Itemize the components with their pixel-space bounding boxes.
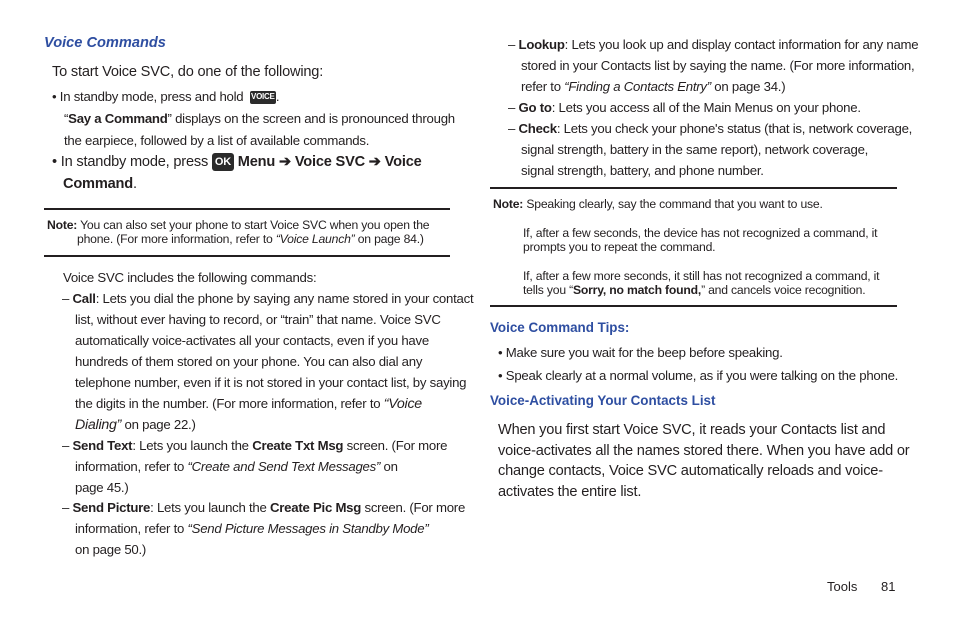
voice-activating-contacts-heading: Voice-Activating Your Contacts List	[490, 393, 716, 408]
send-picture-text-2a: information, refer to	[75, 521, 188, 536]
send-picture-command-line-3: on page 50.)	[75, 542, 147, 557]
dash: –	[62, 500, 70, 515]
send-picture-command-line-2	[75, 518, 428, 539]
send-picture-command-line-1	[62, 497, 465, 518]
note-text-3b: ” and cancels voice recognition.	[701, 283, 866, 297]
note-text: Speaking clearly, say the command that you want to use.	[526, 197, 823, 211]
check-command-line-3: signal strength, battery, and phone number.	[521, 163, 764, 178]
tip-text: Make sure you wait for the beep before speaking.	[505, 345, 783, 360]
dash: –	[62, 291, 70, 306]
includes-text: Voice SVC includes the following commands:	[63, 270, 317, 285]
call-text-7b: on page 22.)	[121, 417, 196, 432]
section-heading-voice-commands: Voice Commands	[44, 35, 166, 51]
dash: –	[508, 121, 516, 136]
bullet-marker: •	[498, 345, 503, 360]
send-picture-label: Send Picture	[72, 500, 151, 515]
finding-contacts-reference: “Finding a Contacts Entry”	[564, 79, 711, 94]
call-command-line-1	[62, 288, 473, 309]
send-text-command-line-3: page 45.)	[75, 480, 129, 495]
call-command-line-4: hundreds of them stored on your phone. You can also dial any	[75, 354, 423, 369]
goto-text: : Lets you access all of the Main Menus on your phone.	[551, 100, 861, 115]
bullet-marker: •	[498, 368, 503, 383]
bullet-marker: •	[52, 154, 57, 170]
note-text: You can also set your phone to start Voice SVC when you open the	[80, 218, 430, 232]
send-picture-text-a: : Lets you launch the	[150, 500, 271, 515]
note-line-2	[77, 232, 424, 246]
call-command-line-5: telephone number, even if it is not stored in your contact list, by saying	[75, 375, 467, 390]
dash: –	[508, 37, 516, 52]
check-command-line-1	[508, 118, 912, 139]
note-text-3a: tells you “	[523, 283, 573, 297]
send-text-command-line-2	[75, 456, 398, 477]
create-txt-msg-label: Create Txt Msg	[252, 438, 344, 453]
tip-bullet-1	[498, 342, 783, 363]
lookup-text: : Lets you look up and display contact information for any name	[564, 37, 919, 52]
footer-section-name: Tools	[827, 579, 858, 594]
contacts-paragraph-line-4: activates the entire list.	[498, 484, 642, 500]
note-label: Note:	[47, 218, 78, 232]
check-label: Check	[518, 121, 557, 136]
note-text-2a: phone. (For more information, refer to	[77, 232, 276, 246]
tip-bullet-2	[498, 365, 898, 386]
footer-page-number: 81	[881, 579, 896, 594]
call-text-6a: the digits in the number. (For more information, refer to	[75, 396, 384, 411]
send-text-text-2a: information, refer to	[75, 459, 188, 474]
note-para-3-line-1: If, after a few more seconds, it still has not recognized a command, it	[523, 269, 880, 283]
note-line-1	[47, 218, 429, 232]
contacts-paragraph-line-1: When you first start Voice SVC, it reads your Contacts list and	[498, 422, 886, 438]
lookup-label: Lookup	[518, 37, 565, 52]
contacts-paragraph-line-3: change contacts, Voice SVC automatically reloads and voice-	[498, 463, 883, 479]
goto-command-line-1	[508, 97, 861, 118]
note-text-2b: on page 84.)	[354, 232, 424, 246]
lookup-command-line-1	[508, 34, 918, 55]
command-label: Command	[63, 176, 133, 192]
bullet-end: .	[275, 89, 280, 104]
bullet-text: In standby mode, press and hold	[59, 89, 244, 104]
check-command-line-2: signal strength, battery in the same report), network coverage,	[521, 142, 869, 157]
note-bottom-rule	[44, 255, 450, 257]
check-text: : Lets you check your phone's status (that is, network coverage,	[556, 121, 913, 136]
send-text-command-line-1	[62, 435, 447, 456]
create-pic-msg-label: Create Pic Msg	[270, 500, 362, 515]
call-text: : Lets you dial the phone by saying any name stored in your contact	[95, 291, 474, 306]
bullet-text: In standby mode, press	[60, 154, 209, 170]
voice-command-tips-heading: Voice Command Tips:	[490, 320, 630, 335]
menu-path: Menu ➔ Voice SVC ➔ Voice	[237, 154, 422, 170]
note-top-rule	[44, 208, 450, 210]
sorry-no-match-label: Sorry, no match found,	[572, 283, 702, 297]
voice-dialing-reference: “Voice	[383, 396, 422, 412]
lookup-text-3a: refer to	[521, 79, 565, 94]
send-text-text-2b: on	[380, 459, 398, 474]
say-command-rest: ” displays on the screen and is pronounced through	[167, 111, 455, 126]
lookup-text-3b: on page 34.)	[710, 79, 786, 94]
note-top-rule	[490, 187, 897, 189]
create-send-text-reference: “Create and Send Text Messages”	[187, 459, 381, 474]
tip-text: Speak clearly at a normal volume, as if you were talking on the phone.	[505, 368, 899, 383]
bullet-standby-press-ok	[52, 152, 422, 173]
contacts-paragraph-line-2: voice-activates all the names stored there. When you have add or	[498, 443, 910, 459]
note-line-1	[493, 197, 823, 211]
note-label: Note:	[493, 197, 524, 211]
lookup-command-line-3	[521, 76, 785, 97]
say-a-command-label: Say a Command	[68, 111, 168, 126]
voice-dialing-reference-2: Dialing”	[75, 417, 122, 433]
dash: –	[62, 438, 70, 453]
say-command-line-2: the earpiece, followed by a list of available commands.	[64, 133, 370, 148]
menu-path-end: .	[132, 176, 137, 192]
send-text-text-a: : Lets you launch the	[132, 438, 253, 453]
intro-text: To start Voice SVC, do one of the following:	[52, 64, 324, 80]
dash: –	[508, 100, 516, 115]
voice-key-icon: VOICE	[250, 91, 276, 104]
send-text-text-b: screen. (For more	[343, 438, 448, 453]
quote-open: “	[64, 111, 69, 126]
note-para-3-line-2	[523, 283, 865, 297]
lookup-command-line-2: stored in your Contacts list by saying the name. (For more information,	[521, 58, 915, 73]
send-picture-standby-reference: “Send Picture Messages in Standby Mode”	[187, 521, 429, 536]
note-bottom-rule	[490, 305, 897, 307]
voice-launch-reference: “Voice Launch”	[275, 232, 355, 246]
bullet-standby-press-hold	[52, 86, 279, 107]
ok-key-icon: OK	[212, 153, 234, 171]
call-command-line-6	[75, 393, 422, 415]
call-command-line-7	[75, 414, 196, 436]
menu-path-line-2	[63, 174, 137, 195]
bullet-marker: •	[52, 89, 57, 104]
say-command-line	[64, 108, 455, 129]
send-picture-text-b: screen. (For more	[361, 500, 466, 515]
note-para-2-line-2: prompts you to repeat the command.	[523, 240, 716, 254]
goto-label: Go to	[518, 100, 552, 115]
note-para-2-line-1: If, after a few seconds, the device has not recognized a command, it	[523, 226, 878, 240]
call-label: Call	[72, 291, 96, 306]
call-command-line-2: list, without ever having to record, or “train” that name. Voice SVC	[75, 312, 441, 327]
call-command-line-3: automatically voice-activates all your contacts, even if you have	[75, 333, 429, 348]
send-text-label: Send Text	[72, 438, 133, 453]
